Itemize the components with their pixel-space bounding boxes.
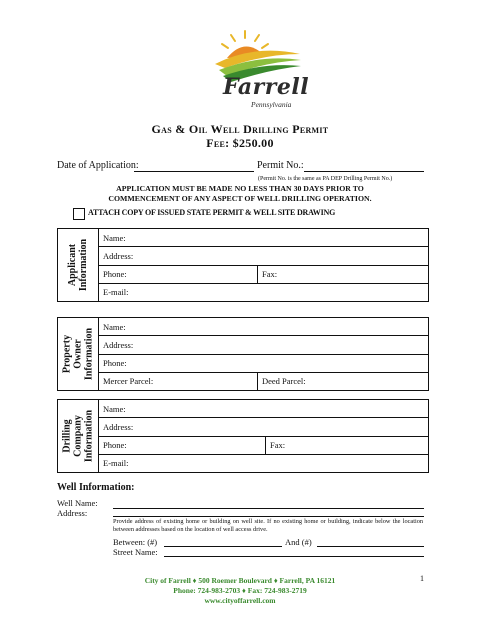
mercer-parcel-field[interactable]: Mercer Parcel: <box>99 372 258 390</box>
owner-phone-field[interactable]: Phone: <box>99 354 429 372</box>
applicant-name-field[interactable]: Name: <box>99 229 429 247</box>
applicant-section <box>57 228 429 302</box>
permit-field[interactable] <box>304 171 424 172</box>
well-info-heading: Well Information: <box>57 482 135 493</box>
page-title: Gas & Oil Well Drilling Permit <box>151 122 329 136</box>
date-label: Date of Application: <box>57 160 139 171</box>
company-name-field[interactable]: Name: <box>99 400 429 418</box>
attach-label: ATTACH COPY OF ISSUED STATE PERMIT & WELL SITE DRAWING <box>88 208 336 217</box>
farrell-logo <box>205 30 310 112</box>
well-name-field[interactable] <box>113 508 424 509</box>
date-field[interactable] <box>134 171 254 172</box>
footer-website[interactable]: www.cityoffarrell.com <box>204 596 276 605</box>
well-name-label: Well Name: <box>57 498 98 508</box>
logo-wordmark: Farrell <box>223 74 310 100</box>
notice-line2: COMMENCEMENT OF ANY ASPECT OF WELL DRILLING OPERATION. <box>108 194 372 203</box>
owner-section <box>57 317 429 391</box>
street-name-label: Street Name: <box>113 547 158 557</box>
street-name-field[interactable] <box>164 556 424 557</box>
and-field[interactable] <box>317 546 424 547</box>
logo-subtitle: Pennsylvania <box>251 100 292 109</box>
company-side <box>58 400 99 473</box>
owner-side <box>58 318 99 391</box>
notice-line1: APPLICATION MUST BE MADE NO LESS THAN 30 DAYS PRIOR TO <box>116 184 364 193</box>
applicant-email-field[interactable]: E-mail: <box>99 283 429 301</box>
between-label: Between: (#) <box>113 537 158 547</box>
permit-note: (Permit No. is the same as PA DEP Drilling Permit No.) <box>258 176 393 182</box>
well-address-field[interactable] <box>113 516 424 517</box>
applicant-section-label: Applicant Information <box>67 238 89 292</box>
well-address-label: Address: <box>57 508 88 518</box>
footer-phone: Phone: 724-983-2703 ♦ Fax: 724-983-2719 <box>173 586 307 595</box>
applicant-phone-field[interactable]: Phone: <box>99 265 258 283</box>
owner-name-field[interactable]: Name: <box>99 318 429 336</box>
permit-label: Permit No.: <box>257 160 304 171</box>
and-label: And (#) <box>285 537 312 547</box>
owner-address-field[interactable]: Address: <box>99 336 429 354</box>
footer-address: City of Farrell ♦ 500 Roemer Boulevard ♦ Farrell, PA 16121 <box>144 576 336 585</box>
owner-section-label: Property Owner Information <box>61 327 95 381</box>
attach-checkbox[interactable] <box>73 208 85 220</box>
company-section <box>57 399 429 473</box>
page-number: 1 <box>420 574 424 583</box>
applicant-side <box>58 229 99 302</box>
deed-parcel-field[interactable]: Deed Parcel: <box>258 372 429 390</box>
company-fax-field[interactable]: Fax: <box>266 436 429 454</box>
company-email-field[interactable]: E-mail: <box>99 454 429 472</box>
well-address-instructions: Provide address of existing home or building on well site. If no existing home or building, indicate below the location between addresses based on the location of well access drive. <box>113 518 423 533</box>
applicant-fax-field[interactable]: Fax: <box>258 265 429 283</box>
fee-title: Fee: $250.00 <box>206 136 274 150</box>
company-section-label: Drilling Company Information <box>61 409 95 463</box>
between-field[interactable] <box>164 546 282 547</box>
company-phone-field[interactable]: Phone: <box>99 436 266 454</box>
company-address-field[interactable]: Address: <box>99 418 429 436</box>
applicant-address-field[interactable]: Address: <box>99 247 429 265</box>
